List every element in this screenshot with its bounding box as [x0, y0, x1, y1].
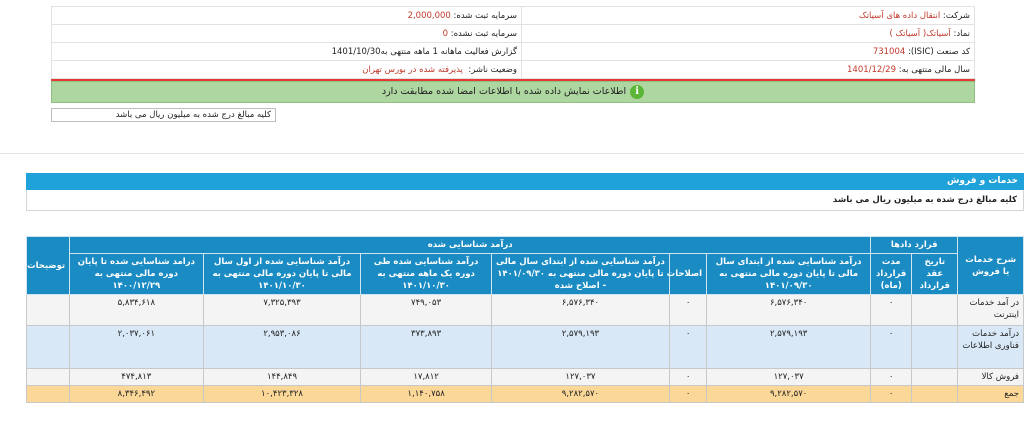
- row-date: [912, 295, 958, 326]
- row-corrections: ۰: [670, 386, 707, 403]
- row-desc: جمع: [958, 386, 1024, 403]
- header-corrections: اصلاحات: [670, 254, 707, 295]
- row-ytd-corrected: ۹,۲۸۲,۵۷۰: [491, 386, 669, 403]
- row-prev-year: ۸,۳۴۶,۴۹۲: [70, 386, 203, 403]
- row-desc: در آمد خدمات اینترنت: [958, 295, 1024, 326]
- capital-cell: [52, 7, 522, 25]
- fiscal-year-label: سال مالی منتهی به:: [898, 64, 970, 75]
- report-label: گزارش فعالیت ماهانه 1 ماهه منتهی به: [380, 46, 517, 57]
- unit-note-box: کلیه مبالغ درج شده به میلیون ریال می باشد: [51, 108, 276, 122]
- fiscal-year-cell: [522, 61, 975, 79]
- fiscal-year-value: 1401/12/29: [847, 64, 896, 75]
- row-corrections: ۰: [670, 326, 707, 369]
- unregistered-capital-cell: [52, 25, 522, 43]
- row-date: [912, 326, 958, 369]
- row-month: ۷۴۹,۰۵۳: [361, 295, 491, 326]
- row-duration: ۰: [871, 326, 912, 369]
- row-date: [912, 386, 958, 403]
- header-ytd-current: درآمد شناسایی شده از اول سال مالی تا پایان دوره مالی منتهی به ۱۴۰۱/۱۰/۳۰: [203, 254, 361, 295]
- header-ytd-prev: درآمد شناسایی شده از ابتدای سال مالی تا پایان دوره مالی منتهی به ۱۴۰۱/۰۹/۳۰: [707, 254, 871, 295]
- isic-label: کد صنعت (ISIC):: [907, 46, 970, 57]
- company-label: شرکت:: [942, 10, 970, 21]
- row-prev-year: ۵,۸۳۴,۶۱۸: [70, 295, 203, 326]
- capital-label: سرمایه ثبت شده:: [453, 10, 517, 21]
- row-month: ۱,۱۴۰,۷۵۸: [361, 386, 491, 403]
- row-ytd-current: ۱۰,۴۲۳,۳۲۸: [203, 386, 361, 403]
- notice-text: اطلاعات نمایش داده شده با اطلاعات امضا شده مطابقت دارد: [381, 86, 627, 97]
- company-info-table: [51, 6, 975, 79]
- symbol-label: نماد:: [953, 28, 970, 39]
- row-notes: [27, 369, 70, 386]
- row-notes: [27, 326, 70, 369]
- header-contract-duration: مدت قرارداد (ماه): [871, 254, 912, 295]
- row-ytd-corrected: ۶,۵۷۶,۳۴۰: [491, 295, 669, 326]
- table-row: [27, 326, 1024, 369]
- row-ytd-corrected: ۱۲۷,۰۳۷: [491, 369, 669, 386]
- unregistered-capital-value: 0: [442, 28, 448, 39]
- capital-value: 2,000,000: [407, 10, 451, 21]
- header-revenue-group: درآمد شناسایی شده: [70, 237, 871, 254]
- section-unit-note: کلیه مبالغ درج شده به میلیون ریال می باشد: [26, 190, 1024, 211]
- row-ytd-prev: ۶,۵۷۶,۳۴۰: [707, 295, 871, 326]
- header-contracts-group: قرارد دادها: [871, 237, 958, 254]
- report-value: 1401/10/30: [331, 46, 381, 57]
- row-ytd-corrected: ۲,۵۷۹,۱۹۳: [491, 326, 669, 369]
- row-duration: ۰: [871, 386, 912, 403]
- section-title: خدمات و فروش: [26, 173, 1024, 190]
- publisher-status-value: پذیرفته شده در بورس تهران: [362, 64, 463, 75]
- signature-match-notice: [51, 81, 975, 103]
- isic-value: 731004: [872, 46, 906, 57]
- row-desc: فروش کالا: [958, 369, 1024, 386]
- header-month: درآمد شناسایی شده طی دوره یک ماهه منتهی به ۱۴۰۱/۱۰/۳۰: [361, 254, 491, 295]
- row-date: [912, 369, 958, 386]
- row-prev-year: ۴۷۴,۸۱۳: [70, 369, 203, 386]
- publisher-status-label: وضعیت ناشر:: [468, 64, 517, 75]
- publisher-status-cell: [52, 61, 522, 79]
- unregistered-capital-label: سرمایه ثبت نشده:: [450, 28, 517, 39]
- row-duration: ۰: [871, 295, 912, 326]
- row-ytd-prev: ۹,۲۸۲,۵۷۰: [707, 386, 871, 403]
- report-cell: [52, 43, 522, 61]
- total-row: [27, 386, 1024, 403]
- isic-cell: [522, 43, 975, 61]
- row-ytd-prev: ۱۲۷,۰۳۷: [707, 369, 871, 386]
- company-value: انتقال داده های آسیاتک: [859, 10, 941, 21]
- row-month: ۱۷,۸۱۲: [361, 369, 491, 386]
- row-corrections: ۰: [670, 369, 707, 386]
- row-ytd-current: ۲,۹۵۳,۰۸۶: [203, 326, 361, 369]
- header-ytd-corrected: درآمد شناسایی شده از ابتدای سال مالی تا پایان دوره مالی منتهی به ۱۴۰۱/۰۹/۳۰ - اصلاح شده: [491, 254, 669, 295]
- row-corrections: ۰: [670, 295, 707, 326]
- row-duration: ۰: [871, 369, 912, 386]
- row-prev-year: ۲,۰۳۷,۰۶۱: [70, 326, 203, 369]
- header-contract-date: تاریخ عقد قرارداد: [912, 254, 958, 295]
- row-notes: [27, 295, 70, 326]
- row-month: ۳۷۳,۸۹۳: [361, 326, 491, 369]
- row-ytd-prev: ۲,۵۷۹,۱۹۳: [707, 326, 871, 369]
- row-notes: [27, 386, 70, 403]
- header-prev-year: درامد شناسایی شده تا پایان دوره مالی منتهی به ۱۴۰۰/۱۲/۲۹: [70, 254, 203, 295]
- header-notes: توضیحات: [27, 237, 70, 295]
- info-icon: i: [630, 85, 644, 99]
- row-ytd-current: ۷,۳۲۵,۳۹۳: [203, 295, 361, 326]
- section-divider: [0, 153, 1024, 154]
- row-desc: درآمد خدمات فناوری اطلاعات: [958, 326, 1024, 369]
- table-row: [27, 295, 1024, 326]
- revenue-table: [26, 236, 1024, 403]
- header-service-desc: شرح خدمات یا فروش: [958, 237, 1024, 295]
- symbol-cell: [522, 25, 975, 43]
- company-cell: [522, 7, 975, 25]
- row-ytd-current: ۱۴۴,۸۴۹: [203, 369, 361, 386]
- symbol-value: آسیاتک( آسیاتک ): [889, 28, 951, 39]
- table-row: [27, 369, 1024, 386]
